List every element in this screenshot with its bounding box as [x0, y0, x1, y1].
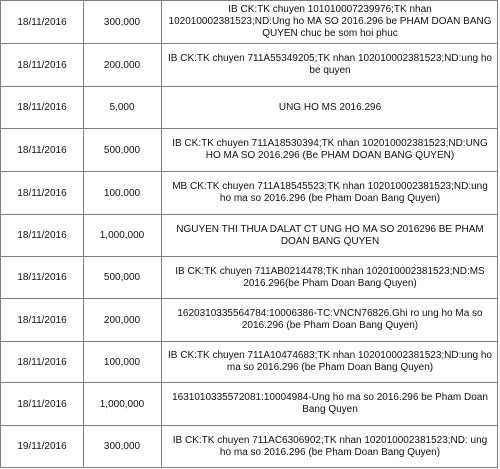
description-cell — [161, 299, 497, 341]
amount-cell: 100,000 — [83, 342, 162, 382]
amount-cell: 300,000 — [83, 1, 162, 43]
description-text: MB CK:TK chuyen 711A18545523;TK nhan 102010002381523;ND:ung ho ma so 2016.296 (be Pham Doan Bang Quyen) — [172, 181, 488, 204]
table-row — [0, 257, 498, 299]
date-cell: 18/11/2016 — [1, 299, 84, 341]
amount-cell: 5,000 — [83, 87, 162, 128]
date-cell: 18/11/2016 — [1, 1, 84, 43]
description-text: IB CK:TK chuyen 711AB0214478;TK nhan 102010002381523;ND:MS 2016.296(be Pham Doan Bang Quyen) — [175, 265, 485, 289]
amount-cell: 300,000 — [83, 426, 162, 467]
description-cell — [161, 129, 497, 171]
description-text: IB CK:TK chuyen 101010007239976;TK nhan 102010002381523;ND:Ung ho MA SO 2016.296 be PHAM DOAN BANG QUYEN chuc be som hoi phuc — [168, 4, 492, 39]
amount-cell: 200,000 — [83, 299, 162, 341]
table-row — [0, 383, 498, 426]
table-row — [0, 342, 498, 383]
table-row — [0, 426, 498, 468]
table-row — [0, 215, 498, 257]
description-cell — [161, 257, 497, 298]
amount-cell: 100,000 — [83, 172, 162, 214]
description-text: NGUYEN THI THUA DALAT CT UNG HO MA SO 2016296 BE PHAM DOAN BANG QUYEN — [176, 223, 484, 247]
description-cell — [161, 172, 497, 214]
date-cell: 19/11/2016 — [1, 426, 84, 467]
date-cell: 18/11/2016 — [1, 172, 84, 214]
date-cell: 18/11/2016 — [1, 342, 84, 382]
description-cell — [161, 215, 497, 256]
description-cell — [161, 383, 497, 425]
table-row — [0, 87, 498, 129]
date-cell: 18/11/2016 — [1, 383, 84, 425]
table-row — [0, 44, 498, 87]
description-text: 1631010335572081:10004984-Ung ho ma so 2016.296 be Pham Doan Bang Quyen — [172, 392, 488, 415]
amount-cell: 500,000 — [83, 257, 162, 298]
table-row — [0, 299, 498, 342]
table-row — [0, 0, 498, 44]
amount-cell: 1,000,000 — [83, 383, 162, 425]
description-text: UNG HO MS 2016.296 — [278, 101, 382, 113]
date-cell: 18/11/2016 — [1, 87, 84, 128]
description-text: IB CK:TK chuyen 711A18530394;TK nhan 102010002381523;ND:UNG HO MA SO 2016.296 (Be PHAM DOAN BANG QUYEN) — [172, 138, 488, 161]
description-text: IB CK:TK chuyen 711A55349205;TK nhan 102010002381523;ND:ung ho be quyen — [168, 53, 492, 76]
description-cell — [161, 1, 497, 43]
date-cell: 18/11/2016 — [1, 44, 84, 86]
amount-cell: 500,000 — [83, 129, 162, 171]
date-cell: 18/11/2016 — [1, 257, 84, 298]
description-cell — [161, 44, 497, 86]
amount-cell: 1,000,000 — [83, 215, 162, 256]
date-cell: 18/11/2016 — [1, 129, 84, 171]
description-text: IB CK:TK chuyen 711AC6306902;TK nhan 102010002381523;ND: ung ho ma so 2016.296 (be Pham Doan Bang Quyen) — [172, 434, 488, 458]
description-text: 1620310335564784:10006386-TC:VNCN76826.Ghi ro ung ho Ma so 2016.296 (be Pham Doan Bang Quyen) — [177, 308, 483, 331]
description-cell — [161, 342, 497, 382]
description-cell — [161, 426, 497, 467]
description-text: IB CK:TK chuyen 711A10474683;TK nhan 102010002381523;ND:ung ho ma so 2016.296 (be Pham Doan Bang Quyen) — [168, 350, 492, 373]
amount-cell: 200,000 — [83, 44, 162, 86]
table-row — [0, 172, 498, 215]
table-row — [0, 129, 498, 172]
date-cell: 18/11/2016 — [1, 215, 84, 256]
description-cell — [161, 87, 497, 128]
